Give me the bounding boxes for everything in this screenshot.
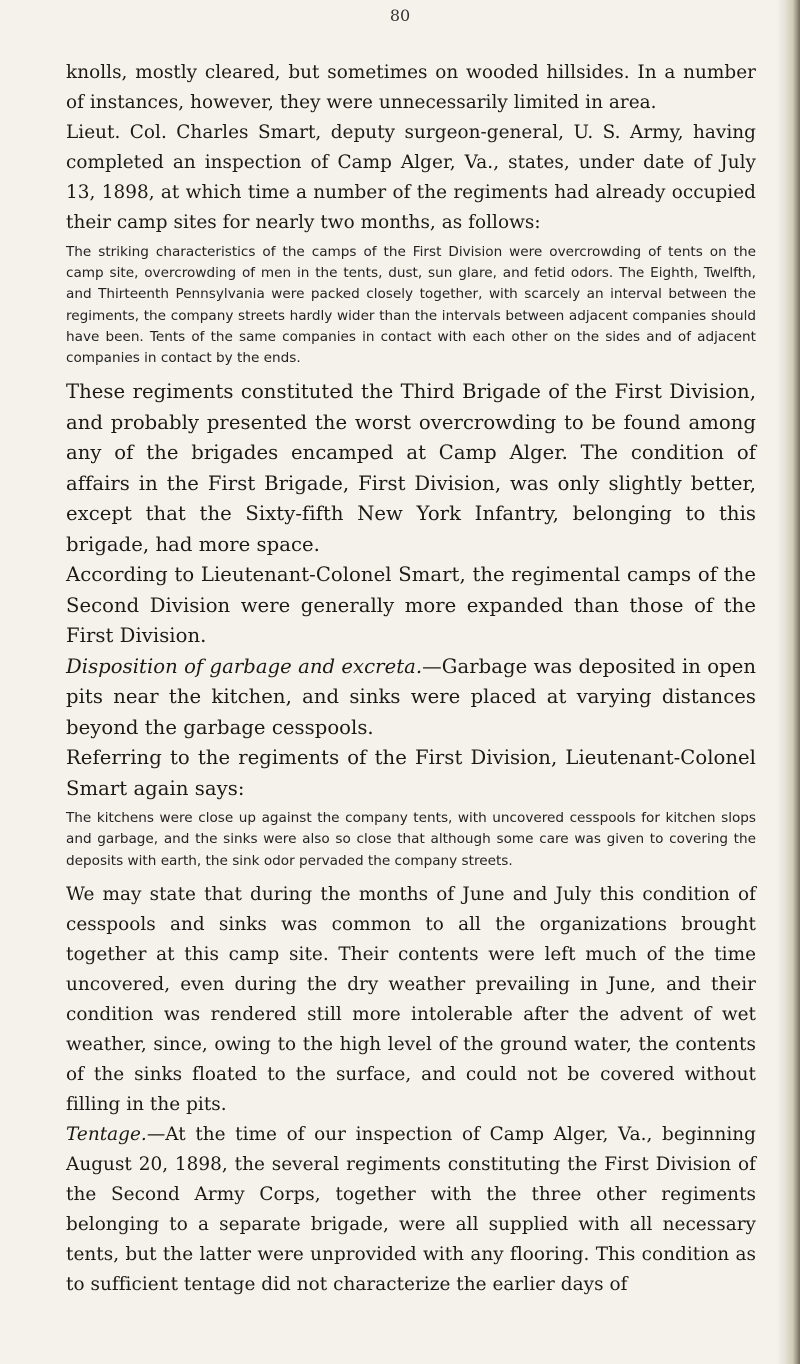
paragraph-smart-inspection: Lieut. Col. Charles Smart, deputy surgeon-general, U. S. Army, having completed an inspection of Camp Alger, Va., states, under date of July 13, 1898, at which time a number of the regiments had already occupied their camp sites for nearly two months, as follows:: [66, 122, 756, 233]
page-gutter-shadow: [776, 0, 784, 1364]
page-number: 80: [389, 6, 411, 25]
paragraph-tentage: [66, 1120, 756, 1300]
page-edge: [784, 0, 800, 1364]
quote-first-division: The striking characteristics of the camps of the First Division were overcrowding of tents on the camp site, overcrowding of men in the tents, dust, sun glare, and fetid odors. The Eighth, Twelfth, and Thirteenth Pennsylvania were packed closely together, with scarcely an interval between the regiments, the company streets hardly wider than the intervals between adjacent companies should have been. Tents of the same companies in contact with each other on the sides and of adjacent companies in contact by the ends.: [66, 244, 756, 367]
paragraph-garbage-disposition: [66, 652, 756, 744]
paragraph-second-division: According to Lieutenant-Colonel Smart, the regimental camps of the Second Division were generally more expanded than those of the First Division.: [66, 563, 756, 648]
quote-kitchens: The kitchens were close up against the company tents, with uncovered cesspools for kitchen slops and garbage, and the sinks were also so close that although some care was given to covering the deposits with earth, the sink odor pervaded the company streets.: [66, 810, 756, 869]
paragraph-third-brigade: These regiments constituted the Third Brigade of the First Division, and probably presented the worst overcrowding to be found among any of the brigades encamped at Camp Alger. The condition of affairs in the First Brigade, First Division, was only slightly better, except that the Sixty-fifth New York Infantry, belonging to this brigade, had more space.: [66, 380, 756, 556]
page-body: [66, 58, 756, 1300]
section-body-tentage: —At the time of our inspection of Camp Alger, Va., beginning August 20, 1898, the several regiments constituting the First Division of the Second Army Corps, together with the three other regiments belonging to a separate brigade, were all supplied with all necessary tents, but the latter were unprovided with any flooring. This condition as to sufficient tentage did not characterize the earlier days of: [66, 1123, 756, 1295]
paragraph-knolls: knolls, mostly cleared, but sometimes on wooded hillsides. In a number of instances, however, they were unnecessarily limited in area.: [66, 62, 756, 113]
section-body-garbage: —Garbage was deposited in open pits near the kitchen, and sinks were placed at varying distances beyond the garbage cesspools.: [66, 654, 757, 739]
section-heading-garbage: Disposition of garbage and excreta.: [66, 654, 423, 678]
paragraph-cesspools-sinks: We may state that during the months of June and July this condition of cesspools and sinks was common to all the organizations brought together at this camp site. Their contents were left much of the time uncovered, even during the dry weather prevailing in June, and their condition was rendered still more intolerable after the advent of wet weather, since, owing to the high level of the ground water, the contents of the sinks floated to the surface, and could not be covered without filling in the pits.: [66, 883, 756, 1115]
paragraph-referring-regiments: Referring to the regiments of the First Division, Lieutenant-Colonel Smart again says:: [66, 746, 756, 800]
section-heading-tentage: Tentage.: [66, 1123, 147, 1145]
